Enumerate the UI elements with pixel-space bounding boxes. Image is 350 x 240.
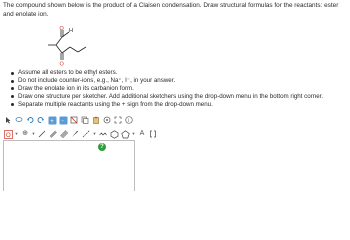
zoom-in-icon[interactable] [47,115,57,125]
toolbar-row-top [3,114,135,126]
structure-o-bottom: O [59,61,64,67]
product-structure [42,25,112,67]
undo-icon[interactable] [25,115,35,125]
ring-hexagon-icon[interactable] [109,129,119,139]
question-prompt: The compound shown below is the product of a Claisen condensation. Draw structural formulas for the reactants: ester and enolate ion. [3,2,339,18]
pointer-icon[interactable] [3,115,13,125]
structure-h: H [69,28,73,34]
fullscreen-icon[interactable] [113,115,123,125]
ring-pentagon-icon[interactable] [120,129,130,139]
instruction-item: Draw one structure per sketcher. Add additional sketchers using the drop-down menu in the bottom right corner. [10,93,348,101]
info-icon[interactable] [124,115,134,125]
hash-bond-icon[interactable] [81,129,91,139]
charge-dropdown-chevron-down-icon[interactable]: ▼ [31,131,36,136]
text-tool-icon[interactable]: A [139,130,145,137]
template-icon[interactable] [102,115,112,125]
charge-plus-icon[interactable]: ⊕ [22,130,28,137]
toolbar-row-bottom [3,128,159,140]
lasso-icon[interactable] [14,115,24,125]
instruction-list [10,69,348,109]
ring-dropdown-chevron-down-icon[interactable]: ▼ [131,131,136,136]
paste-icon[interactable] [91,115,101,125]
bond-dropdown-chevron-down-icon[interactable]: ▼ [92,131,97,136]
instruction-item: Assume all esters to be ethyl esters. [10,69,348,77]
chain-icon[interactable] [98,129,108,139]
svg-text:+: + [49,118,54,125]
sketcher-toolbar [3,113,148,141]
double-bond-icon[interactable] [48,129,58,139]
instruction-item: Separate multiple reactants using the + sign from the drop-down menu. [10,101,348,109]
svg-text:-: - [61,118,64,124]
help-button[interactable]: ? [98,143,106,151]
svg-text:i: i [128,118,130,124]
element-dropdown-chevron-down-icon[interactable]: ▼ [14,131,19,136]
zoom-out-icon[interactable] [58,115,68,125]
single-bond-icon[interactable] [37,129,47,139]
triple-bond-icon[interactable] [59,129,69,139]
sketcher-canvas[interactable] [3,140,135,191]
bracket-icon[interactable] [148,129,158,139]
svg-text:O: O [5,132,11,139]
clear-icon[interactable] [69,115,79,125]
element-o-icon[interactable] [3,129,13,139]
copy-icon[interactable] [80,115,90,125]
structure-o-top: O [59,26,64,32]
instruction-item: Draw the enolate ion in its carbanion form. [10,85,348,93]
instruction-item: Do not include counter-ions, e.g., Na⁺, I⁻, in your answer. [10,77,348,85]
wedge-bond-icon[interactable] [70,129,80,139]
redo-icon[interactable] [36,115,46,125]
